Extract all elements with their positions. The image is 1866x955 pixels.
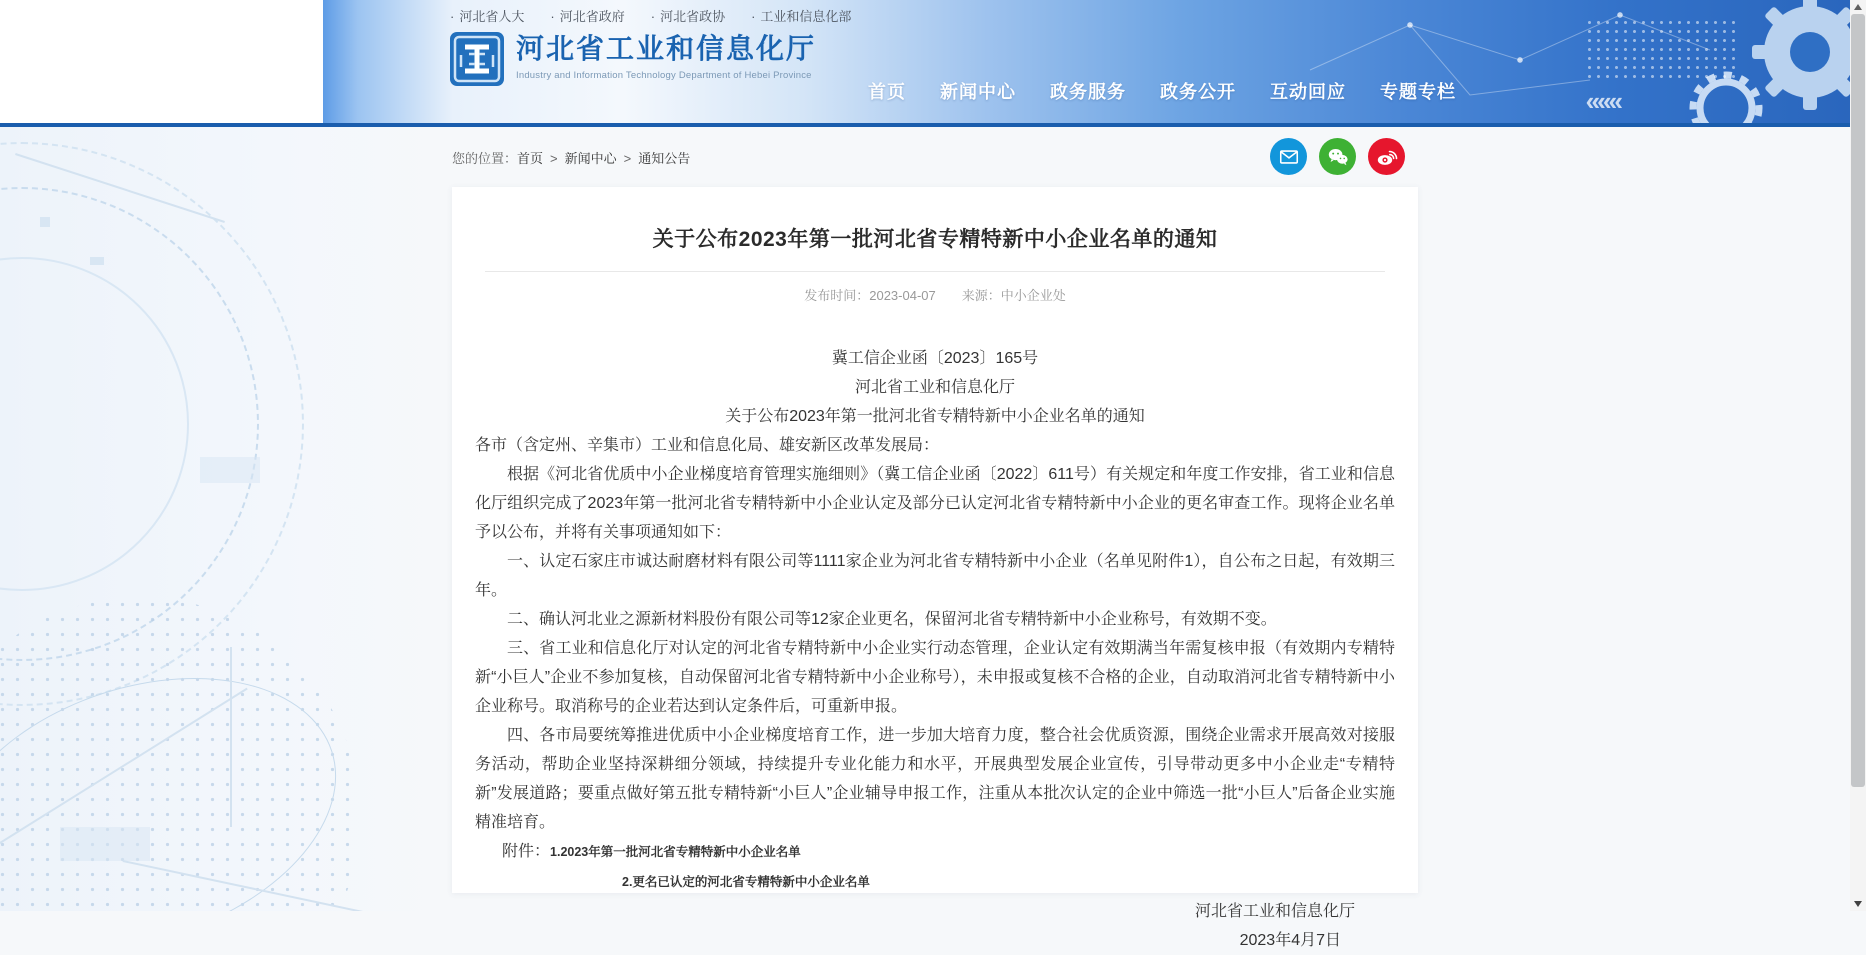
doc-paragraph: 根据《河北省优质中小企业梯度培育管理实施细则》（冀工信企业函〔2022〕611号）有关规定和年度工作安排，省工业和信息化厅组织完成了2023年第一批河北省专精特新中小企业认定及部分已认定河北省专精特新中小企业的更名审查工作。现将企业名单予以公布，并将有关事项通知如下： — [475, 466, 1395, 541]
article-title: 关于公布2023年第一批河北省专精特新中小企业名单的通知 — [652, 228, 1218, 251]
pixel-decoration — [60, 827, 150, 861]
breadcrumb: 您的位置： 首页 > 新闻中心 > 通知公告 — [452, 148, 690, 167]
top-links-bar — [450, 6, 851, 25]
article-meta — [475, 285, 1395, 304]
header-divider-rule — [0, 123, 1866, 127]
weibo-share-button[interactable] — [1368, 138, 1405, 175]
wechat-share-button[interactable] — [1319, 138, 1356, 175]
title-divider — [485, 271, 1385, 272]
signature-org: 河北省工业和信息化厅 — [1194, 903, 1355, 920]
nav-item[interactable]: 首页 — [868, 82, 906, 102]
pixel-decoration — [40, 217, 50, 227]
header-banner — [323, 0, 1850, 123]
nav-item[interactable]: 互动回应 — [1270, 82, 1346, 102]
share-buttons — [1270, 138, 1405, 175]
circuit-line — [230, 647, 232, 827]
top-link[interactable]: · 工业和信息化部 — [751, 6, 851, 25]
nav-item[interactable]: 政务服务 — [1050, 82, 1126, 102]
breadcrumb-link[interactable]: 首页 — [517, 151, 544, 166]
top-link[interactable]: · 河北省政协 — [651, 6, 725, 25]
signature-date: 2023年4月7日 — [1239, 932, 1341, 949]
breadcrumb-link[interactable]: 通知公告 — [638, 151, 691, 166]
source-label: 来源： — [961, 288, 1001, 303]
publish-time: 2023-04-07 — [869, 288, 936, 303]
doc-title: 关于公布2023年第一批河北省专精特新中小企业名单的通知 — [725, 408, 1145, 425]
doc-salutation: 各市（含定州、辛集市）工业和信息化局、雄安新区改革发展局： — [475, 437, 940, 454]
publish-time-label: 发布时间： — [804, 288, 870, 303]
dot-matrix-decoration — [1585, 18, 1735, 80]
breadcrumb-link[interactable]: 新闻中心 — [564, 151, 617, 166]
site-logo — [450, 32, 816, 86]
nav-item[interactable]: 专题专栏 — [1380, 82, 1456, 102]
nav-item[interactable]: 新闻中心 — [940, 82, 1016, 102]
scrollbar-down-arrow-icon[interactable] — [1850, 897, 1866, 911]
main-nav — [868, 72, 1490, 110]
doc-paragraph: 四、各市局要统筹推进优质中小企业梯度培育工作，进一步加大培育力度，整合社会优质资源，围绕企业需求开展高效对接服务活动，帮助企业坚持深耕细分领域，持续提升专业化能力和水平，开展典型发展企业宣传，引导带动更多中小企业走“专精特新”发展道路；要重点做好第五批专精特新“小巨人”企业辅导申报工作，注重从本批次认定的企业中筛选一批“小巨人”后备企业实施精准培育。 — [475, 727, 1395, 831]
article-card — [452, 187, 1418, 949]
attachments-label: 附件： — [502, 843, 551, 860]
breadcrumb-label: 您的位置： — [452, 151, 518, 166]
doc-number: 冀工信企业函〔2023〕165号 — [831, 350, 1039, 367]
doc-paragraph: 一、认定石家庄市诚达耐磨材料有限公司等1111家企业为河北省专精特新中小企业（名单见附件1），自公布之日起，有效期三年。 — [475, 553, 1395, 599]
top-link[interactable]: · 河北省政府 — [550, 6, 624, 25]
nav-item[interactable]: 政务公开 — [1160, 82, 1236, 102]
doc-paragraphs — [475, 460, 1395, 837]
site-title: 河北省工业和信息化厅 — [516, 33, 817, 64]
pixel-decoration — [200, 457, 260, 483]
tech-pattern-background — [0, 127, 452, 911]
wechat-icon — [1326, 145, 1350, 169]
source-value: 中小企业处 — [1000, 288, 1066, 303]
site-header — [0, 0, 1866, 127]
pixel-decoration — [90, 257, 104, 265]
attachment-link-2[interactable]: 2.更名已认定的河北省专精特新中小企业名单 — [622, 875, 870, 889]
site-subtitle: Industry and Information Technology Department of Hebei Province — [516, 70, 812, 81]
email-icon — [1278, 146, 1300, 168]
article-body — [475, 344, 1395, 955]
gear-icon — [1693, 0, 1850, 123]
doc-paragraph: 二、确认河北业之源新材料股份有限公司等12家企业更名，保留河北省专精特新中小企业称号，有效期不变。 — [507, 611, 1277, 628]
signature-block — [475, 897, 1395, 955]
email-share-button[interactable] — [1270, 138, 1307, 175]
attachment-link-1[interactable]: 1.2023年第一批河北省专精特新中小企业名单 — [550, 845, 801, 859]
attachments-block — [475, 837, 1395, 897]
scrollbar-up-arrow-icon[interactable] — [1850, 0, 1866, 14]
vertical-scrollbar — [1850, 0, 1866, 911]
doc-paragraph: 三、省工业和信息化厅对认定的河北省专精特新中小企业实行动态管理，企业认定有效期满当年需复核申报（有效期内专精特新“小巨人”企业不参加复核，自动保留河北省专精特新中小企业称号），未申报或复核不合格的企业，自动取消河北省专精特新中小企业称号。取消称号的企业若达到认定条件后，可重新申报。 — [475, 640, 1395, 715]
scrollbar-thumb[interactable] — [1851, 14, 1865, 787]
doc-org: 河北省工业和信息化厅 — [854, 379, 1015, 396]
weibo-icon — [1375, 145, 1399, 169]
chevron-decoration: ««« — [1585, 86, 1620, 116]
top-link[interactable]: · 河北省人大 — [450, 6, 524, 25]
hebei-miit-logo-icon — [450, 32, 504, 86]
